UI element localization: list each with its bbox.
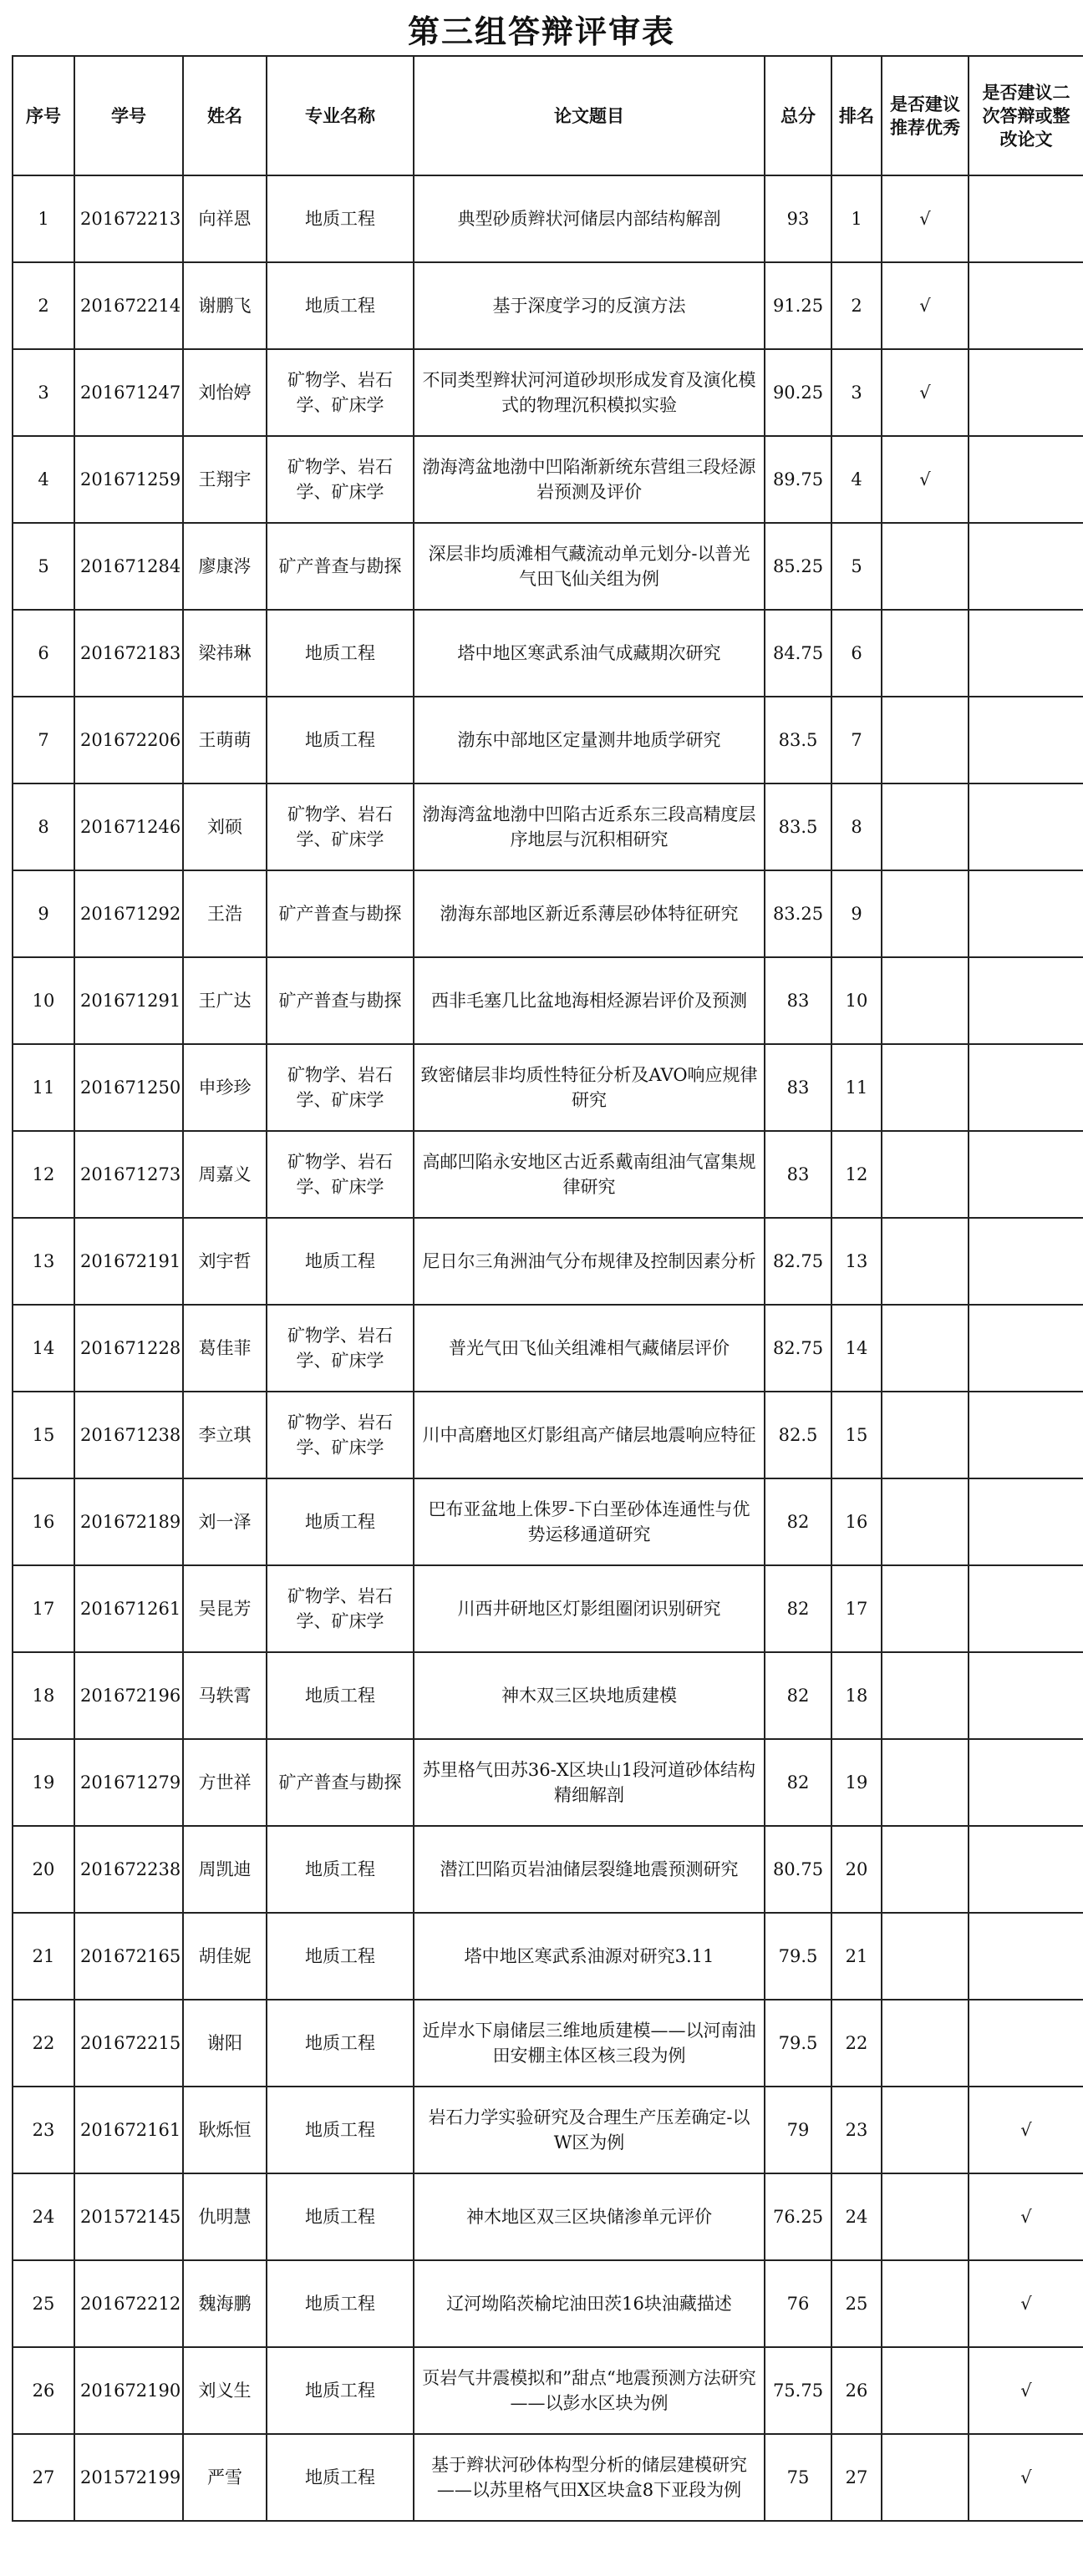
cell-recommend: [882, 2260, 969, 2347]
header-index: 序号: [13, 56, 74, 175]
cell-total: 79: [765, 2087, 831, 2173]
cell-recommend: [882, 1739, 969, 1826]
cell-rank: 11: [831, 1044, 882, 1131]
cell-recommend: [882, 1392, 969, 1478]
cell-thesis: 渤东中部地区定量测井地质学研究: [414, 697, 765, 783]
table-row: [13, 1305, 1083, 1392]
cell-index: 26: [13, 2347, 74, 2434]
cell-major: 地质工程: [267, 175, 414, 262]
cell-name: 刘义生: [183, 2347, 267, 2434]
cell-student-id: 201672206: [74, 697, 183, 783]
cell-name: 李立琪: [183, 1392, 267, 1478]
cell-student-id: 201672213: [74, 175, 183, 262]
cell-total: 93: [765, 175, 831, 262]
cell-thesis: 塔中地区寒武系油气成藏期次研究: [414, 610, 765, 697]
cell-rework: [969, 2000, 1083, 2087]
cell-rework: √: [969, 2087, 1083, 2173]
cell-thesis: 不同类型辫状河河道砂坝形成发育及演化模式的物理沉积模拟实验: [414, 349, 765, 436]
cell-thesis: 辽河坳陷茨榆坨油田茨16块油藏描述: [414, 2260, 765, 2347]
cell-student-id: 201672161: [74, 2087, 183, 2173]
cell-major: 矿物学、岩石学、矿床学: [267, 783, 414, 870]
cell-name: 刘一泽: [183, 1478, 267, 1565]
cell-name: 葛佳菲: [183, 1305, 267, 1392]
cell-index: 13: [13, 1218, 74, 1305]
cell-student-id: 201671250: [74, 1044, 183, 1131]
cell-index: 9: [13, 870, 74, 957]
table-row: [13, 1392, 1083, 1478]
cell-student-id: 201572199: [74, 2434, 183, 2521]
cell-name: 周嘉义: [183, 1131, 267, 1218]
cell-major: 矿产普查与勘探: [267, 523, 414, 610]
cell-thesis: 西非毛塞几比盆地海相烃源岩评价及预测: [414, 957, 765, 1044]
cell-index: 1: [13, 175, 74, 262]
cell-total: 83: [765, 1131, 831, 1218]
cell-rework: √: [969, 2347, 1083, 2434]
cell-index: 10: [13, 957, 74, 1044]
cell-total: 85.25: [765, 523, 831, 610]
cell-rework: [969, 175, 1083, 262]
cell-rework: [969, 957, 1083, 1044]
cell-major: 地质工程: [267, 697, 414, 783]
cell-major: 矿物学、岩石学、矿床学: [267, 1044, 414, 1131]
cell-student-id: 201672183: [74, 610, 183, 697]
cell-thesis: 川中高磨地区灯影组高产储层地震响应特征: [414, 1392, 765, 1478]
table-row: [13, 262, 1083, 349]
cell-rework: [969, 1218, 1083, 1305]
cell-student-id: 201672191: [74, 1218, 183, 1305]
table-row: [13, 697, 1083, 783]
cell-major: 矿物学、岩石学、矿床学: [267, 349, 414, 436]
cell-major: 矿物学、岩石学、矿床学: [267, 1131, 414, 1218]
cell-thesis: 近岸水下扇储层三维地质建模——以河南油田安棚主体区核三段为例: [414, 2000, 765, 2087]
cell-rank: 1: [831, 175, 882, 262]
cell-rework: [969, 1392, 1083, 1478]
cell-thesis: 神木地区双三区块储渗单元评价: [414, 2173, 765, 2260]
table-row: [13, 1131, 1083, 1218]
cell-recommend: [882, 957, 969, 1044]
table-row: [13, 2260, 1083, 2347]
cell-thesis: 神木双三区块地质建模: [414, 1652, 765, 1739]
cell-rework: [969, 1826, 1083, 1913]
cell-name: 周凯迪: [183, 1826, 267, 1913]
cell-rank: 20: [831, 1826, 882, 1913]
cell-name: 向祥恩: [183, 175, 267, 262]
cell-rework: [969, 1478, 1083, 1565]
cell-major: 矿物学、岩石学、矿床学: [267, 1305, 414, 1392]
cell-name: 王萌萌: [183, 697, 267, 783]
cell-rework: [969, 1913, 1083, 2000]
cell-total: 82: [765, 1478, 831, 1565]
cell-total: 82: [765, 1565, 831, 1652]
cell-thesis: 深层非均质滩相气藏流动单元划分-以普光气田飞仙关组为例: [414, 523, 765, 610]
cell-student-id: 201671228: [74, 1305, 183, 1392]
table-row: [13, 2347, 1083, 2434]
cell-name: 廖康涔: [183, 523, 267, 610]
cell-student-id: 201671261: [74, 1565, 183, 1652]
cell-index: 3: [13, 349, 74, 436]
cell-name: 刘宇哲: [183, 1218, 267, 1305]
cell-name: 刘硕: [183, 783, 267, 870]
cell-index: 22: [13, 2000, 74, 2087]
header-name: 姓名: [183, 56, 267, 175]
cell-index: 27: [13, 2434, 74, 2521]
cell-thesis: 尼日尔三角洲油气分布规律及控制因素分析: [414, 1218, 765, 1305]
cell-rank: 19: [831, 1739, 882, 1826]
cell-thesis: 高邮凹陷永安地区古近系戴南组油气富集规律研究: [414, 1131, 765, 1218]
cell-total: 84.75: [765, 610, 831, 697]
cell-recommend: [882, 610, 969, 697]
table-row: [13, 1739, 1083, 1826]
cell-student-id: 201672212: [74, 2260, 183, 2347]
table-row: [13, 436, 1083, 523]
cell-rework: [969, 1044, 1083, 1131]
cell-total: 82.75: [765, 1305, 831, 1392]
cell-major: 地质工程: [267, 2087, 414, 2173]
cell-major: 地质工程: [267, 2173, 414, 2260]
cell-major: 地质工程: [267, 1218, 414, 1305]
cell-student-id: 201671273: [74, 1131, 183, 1218]
cell-name: 谢鹏飞: [183, 262, 267, 349]
cell-student-id: 201671259: [74, 436, 183, 523]
cell-recommend: [882, 783, 969, 870]
table-row: [13, 870, 1083, 957]
cell-rank: 18: [831, 1652, 882, 1739]
cell-total: 76.25: [765, 2173, 831, 2260]
cell-rework: [969, 1739, 1083, 1826]
cell-rework: [969, 610, 1083, 697]
cell-recommend: [882, 1478, 969, 1565]
cell-major: 地质工程: [267, 262, 414, 349]
cell-name: 耿烁恒: [183, 2087, 267, 2173]
cell-index: 4: [13, 436, 74, 523]
cell-total: 83.5: [765, 783, 831, 870]
cell-name: 刘怡婷: [183, 349, 267, 436]
cell-index: 11: [13, 1044, 74, 1131]
cell-recommend: [882, 2173, 969, 2260]
cell-thesis: 基于辫状河砂体构型分析的储层建模研究——以苏里格气田X区块盒8下亚段为例: [414, 2434, 765, 2521]
cell-total: 91.25: [765, 262, 831, 349]
table-row: [13, 2173, 1083, 2260]
cell-thesis: 普光气田飞仙关组滩相气藏储层评价: [414, 1305, 765, 1392]
cell-rank: 4: [831, 436, 882, 523]
table-row: [13, 957, 1083, 1044]
cell-index: 2: [13, 262, 74, 349]
cell-major: 地质工程: [267, 1913, 414, 2000]
cell-thesis: 渤海湾盆地渤中凹陷渐新统东营组三段烃源岩预测及评价: [414, 436, 765, 523]
cell-index: 5: [13, 523, 74, 610]
cell-total: 82: [765, 1652, 831, 1739]
header-row: [13, 56, 1083, 175]
table-row: [13, 1218, 1083, 1305]
cell-recommend: [882, 2434, 969, 2521]
cell-rank: 26: [831, 2347, 882, 2434]
cell-name: 申珍珍: [183, 1044, 267, 1131]
cell-recommend: [882, 1218, 969, 1305]
cell-thesis: 川西井研地区灯影组圈闭识别研究: [414, 1565, 765, 1652]
cell-total: 89.75: [765, 436, 831, 523]
cell-rank: 7: [831, 697, 882, 783]
cell-student-id: 201671292: [74, 870, 183, 957]
cell-name: 仇明慧: [183, 2173, 267, 2260]
table-row: [13, 1478, 1083, 1565]
cell-total: 82: [765, 1739, 831, 1826]
cell-name: 魏海鹏: [183, 2260, 267, 2347]
cell-thesis: 典型砂质辫状河储层内部结构解剖: [414, 175, 765, 262]
cell-index: 8: [13, 783, 74, 870]
cell-major: 地质工程: [267, 1652, 414, 1739]
cell-rework: [969, 1305, 1083, 1392]
cell-rank: 8: [831, 783, 882, 870]
cell-major: 地质工程: [267, 2434, 414, 2521]
cell-thesis: 致密储层非均质性特征分析及AVO响应规律研究: [414, 1044, 765, 1131]
cell-total: 83: [765, 1044, 831, 1131]
cell-major: 矿物学、岩石学、矿床学: [267, 436, 414, 523]
table-row: [13, 2087, 1083, 2173]
cell-major: 矿物学、岩石学、矿床学: [267, 1392, 414, 1478]
cell-total: 82.75: [765, 1218, 831, 1305]
table-row: [13, 610, 1083, 697]
cell-index: 14: [13, 1305, 74, 1392]
cell-index: 19: [13, 1739, 74, 1826]
cell-rework: √: [969, 2173, 1083, 2260]
cell-rank: 16: [831, 1478, 882, 1565]
cell-rank: 3: [831, 349, 882, 436]
cell-student-id: 201672189: [74, 1478, 183, 1565]
cell-rework: [969, 349, 1083, 436]
cell-rank: 22: [831, 2000, 882, 2087]
header-rank: 排名: [831, 56, 882, 175]
header-recommend: 是否建议推荐优秀: [882, 56, 969, 175]
cell-major: 矿物学、岩石学、矿床学: [267, 1565, 414, 1652]
cell-rank: 24: [831, 2173, 882, 2260]
cell-recommend: [882, 2087, 969, 2173]
cell-index: 16: [13, 1478, 74, 1565]
cell-total: 83.5: [765, 697, 831, 783]
cell-recommend: √: [882, 349, 969, 436]
cell-student-id: 201671284: [74, 523, 183, 610]
cell-thesis: 渤海湾盆地渤中凹陷古近系东三段高精度层序地层与沉积相研究: [414, 783, 765, 870]
table-row: [13, 1565, 1083, 1652]
cell-recommend: [882, 1044, 969, 1131]
cell-student-id: 201672190: [74, 2347, 183, 2434]
cell-thesis: 基于深度学习的反演方法: [414, 262, 765, 349]
cell-student-id: 201671246: [74, 783, 183, 870]
cell-rework: √: [969, 2260, 1083, 2347]
cell-student-id: 201671247: [74, 349, 183, 436]
cell-total: 90.25: [765, 349, 831, 436]
cell-rank: 21: [831, 1913, 882, 2000]
cell-thesis: 塔中地区寒武系油源对研究3.11: [414, 1913, 765, 2000]
header-thesis: 论文题目: [414, 56, 765, 175]
table-row: [13, 783, 1083, 870]
table-row: [13, 175, 1083, 262]
cell-total: 79.5: [765, 1913, 831, 2000]
header-total: 总分: [765, 56, 831, 175]
cell-rank: 2: [831, 262, 882, 349]
cell-index: 15: [13, 1392, 74, 1478]
cell-rework: [969, 870, 1083, 957]
cell-thesis: 潜江凹陷页岩油储层裂缝地震预测研究: [414, 1826, 765, 1913]
cell-rework: [969, 1131, 1083, 1218]
cell-name: 谢阳: [183, 2000, 267, 2087]
cell-rework: [969, 697, 1083, 783]
cell-student-id: 201671279: [74, 1739, 183, 1826]
cell-rank: 10: [831, 957, 882, 1044]
table-row: [13, 1913, 1083, 2000]
cell-student-id: 201671291: [74, 957, 183, 1044]
cell-index: 25: [13, 2260, 74, 2347]
cell-name: 方世祥: [183, 1739, 267, 1826]
cell-student-id: 201672214: [74, 262, 183, 349]
table-row: [13, 1044, 1083, 1131]
cell-major: 地质工程: [267, 610, 414, 697]
page-title: 第三组答辩评审表: [407, 13, 675, 50]
cell-recommend: [882, 1826, 969, 1913]
table-row: [13, 1652, 1083, 1739]
cell-total: 83.25: [765, 870, 831, 957]
cell-name: 马轶霄: [183, 1652, 267, 1739]
cell-rank: 5: [831, 523, 882, 610]
cell-index: 20: [13, 1826, 74, 1913]
cell-index: 21: [13, 1913, 74, 2000]
cell-rework: [969, 783, 1083, 870]
cell-rank: 14: [831, 1305, 882, 1392]
cell-recommend: [882, 697, 969, 783]
cell-major: 地质工程: [267, 2347, 414, 2434]
review-table: [12, 55, 1083, 2522]
cell-major: 矿产普查与勘探: [267, 957, 414, 1044]
cell-recommend: [882, 1565, 969, 1652]
cell-recommend: [882, 1913, 969, 2000]
cell-recommend: √: [882, 262, 969, 349]
cell-recommend: √: [882, 175, 969, 262]
cell-name: 严雪: [183, 2434, 267, 2521]
cell-total: 80.75: [765, 1826, 831, 1913]
cell-thesis: 页岩气井震模拟和”甜点“地震预测方法研究——以彭水区块为例: [414, 2347, 765, 2434]
cell-index: 24: [13, 2173, 74, 2260]
cell-total: 76: [765, 2260, 831, 2347]
cell-index: 12: [13, 1131, 74, 1218]
cell-recommend: √: [882, 436, 969, 523]
cell-rework: [969, 262, 1083, 349]
cell-major: 矿产普查与勘探: [267, 870, 414, 957]
cell-name: 王翔宇: [183, 436, 267, 523]
cell-recommend: [882, 870, 969, 957]
cell-thesis: 苏里格气田苏36-X区块山1段河道砂体结构精细解剖: [414, 1739, 765, 1826]
cell-student-id: 201672196: [74, 1652, 183, 1739]
cell-index: 17: [13, 1565, 74, 1652]
header-student-id: 学号: [74, 56, 183, 175]
cell-rank: 23: [831, 2087, 882, 2173]
cell-rank: 27: [831, 2434, 882, 2521]
cell-recommend: [882, 523, 969, 610]
cell-student-id: 201672165: [74, 1913, 183, 2000]
cell-student-id: 201671238: [74, 1392, 183, 1478]
cell-total: 75: [765, 2434, 831, 2521]
cell-rank: 25: [831, 2260, 882, 2347]
header-major: 专业名称: [267, 56, 414, 175]
cell-rework: [969, 1652, 1083, 1739]
cell-major: 地质工程: [267, 2260, 414, 2347]
cell-total: 79.5: [765, 2000, 831, 2087]
cell-index: 7: [13, 697, 74, 783]
cell-student-id: 201572145: [74, 2173, 183, 2260]
cell-rank: 9: [831, 870, 882, 957]
cell-major: 地质工程: [267, 1478, 414, 1565]
cell-total: 82.5: [765, 1392, 831, 1478]
cell-total: 83: [765, 957, 831, 1044]
cell-rework: [969, 436, 1083, 523]
cell-student-id: 201672215: [74, 2000, 183, 2087]
cell-rank: 17: [831, 1565, 882, 1652]
cell-major: 地质工程: [267, 1826, 414, 1913]
cell-name: 胡佳妮: [183, 1913, 267, 2000]
cell-rank: 13: [831, 1218, 882, 1305]
cell-index: 23: [13, 2087, 74, 2173]
table-row: [13, 2434, 1083, 2521]
cell-total: 75.75: [765, 2347, 831, 2434]
cell-recommend: [882, 1652, 969, 1739]
cell-recommend: [882, 1305, 969, 1392]
header-rework: 是否建议二次答辩或整改论文: [969, 56, 1083, 175]
cell-rework: √: [969, 2434, 1083, 2521]
cell-recommend: [882, 1131, 969, 1218]
cell-rank: 15: [831, 1392, 882, 1478]
cell-major: 矿产普查与勘探: [267, 1739, 414, 1826]
cell-name: 王广达: [183, 957, 267, 1044]
table-row: [13, 349, 1083, 436]
table-row: [13, 1826, 1083, 1913]
table-row: [13, 2000, 1083, 2087]
cell-major: 地质工程: [267, 2000, 414, 2087]
cell-thesis: 岩石力学实验研究及合理生产压差确定-以W区为例: [414, 2087, 765, 2173]
cell-name: 梁祎琳: [183, 610, 267, 697]
cell-recommend: [882, 2000, 969, 2087]
cell-index: 18: [13, 1652, 74, 1739]
cell-recommend: [882, 2347, 969, 2434]
cell-rework: [969, 1565, 1083, 1652]
cell-name: 王浩: [183, 870, 267, 957]
cell-thesis: 巴布亚盆地上侏罗-下白垩砂体连通性与优势运移通道研究: [414, 1478, 765, 1565]
cell-rank: 6: [831, 610, 882, 697]
cell-rework: [969, 523, 1083, 610]
cell-rank: 12: [831, 1131, 882, 1218]
table-row: [13, 523, 1083, 610]
cell-thesis: 渤海东部地区新近系薄层砂体特征研究: [414, 870, 765, 957]
cell-student-id: 201672238: [74, 1826, 183, 1913]
cell-index: 6: [13, 610, 74, 697]
cell-name: 吴昆芳: [183, 1565, 267, 1652]
